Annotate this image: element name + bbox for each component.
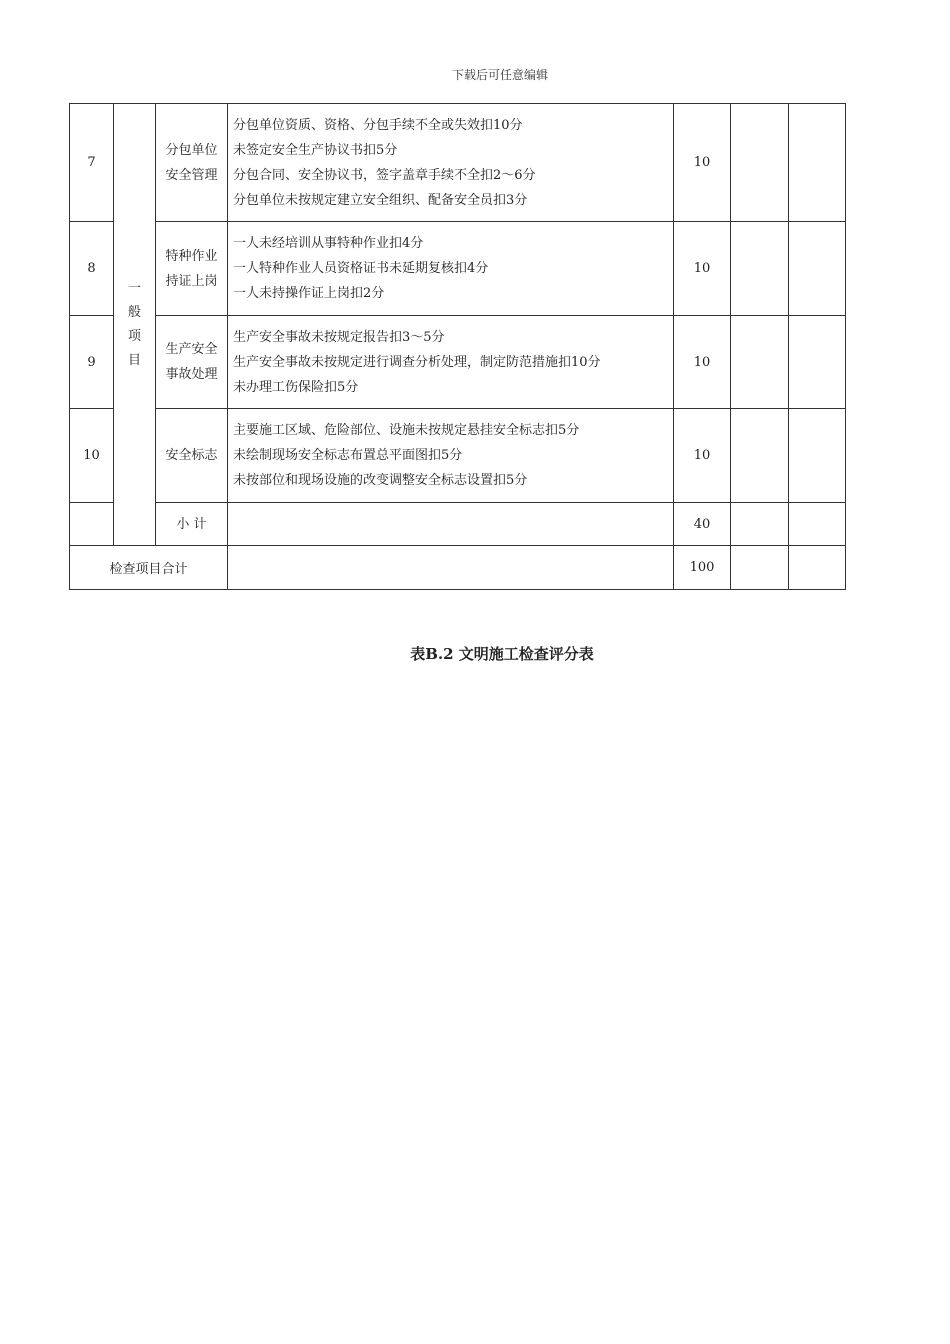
- empty-cell: [228, 503, 674, 546]
- deduction-standards: [228, 104, 674, 222]
- deducted-score-cell[interactable]: [731, 503, 789, 546]
- standard-line: 分包单位资质、资格、分包手续不全或失效扣10分: [233, 117, 523, 133]
- standard-line: 未办理工伤保险扣5分: [233, 379, 359, 395]
- standard-line: 未按部位和现场设施的改变调整安全标志设置扣5分: [233, 473, 528, 488]
- row-number: 9: [70, 316, 114, 409]
- standard-line: 主要施工区域、危险部位、设施未按规定悬挂安全标志扣5分: [233, 423, 580, 438]
- standard-line: 未签定安全生产协议书扣5分: [233, 142, 398, 158]
- category-cell: [114, 104, 156, 546]
- subtotal-score: 40: [674, 503, 731, 546]
- total-score: 100: [674, 546, 731, 590]
- standard-line: 未绘制现场安全标志布置总平面图扣5分: [233, 448, 463, 463]
- standard-line: 一人未持操作证上岗扣2分: [233, 286, 385, 301]
- standard-line: 一人未经培训从事特种作业扣4分: [233, 236, 424, 251]
- category-char: 项: [127, 328, 141, 344]
- full-score: 10: [674, 409, 731, 503]
- item-name: [156, 222, 228, 316]
- deducted-score-cell[interactable]: [731, 222, 789, 316]
- item-name: [156, 104, 228, 222]
- table-row: [70, 222, 846, 316]
- total-row: [70, 546, 846, 590]
- actual-score-cell[interactable]: [789, 546, 846, 590]
- actual-score-cell[interactable]: [789, 316, 846, 409]
- actual-score-cell[interactable]: [789, 104, 846, 222]
- deduction-standards: [228, 409, 674, 503]
- category-char: 目: [127, 352, 141, 368]
- full-score: 10: [674, 316, 731, 409]
- deducted-score-cell[interactable]: [731, 104, 789, 222]
- actual-score-cell[interactable]: [789, 503, 846, 546]
- item-name-line: 安全管理: [165, 167, 218, 183]
- standard-line: 分包合同、安全协议书，签字盖章手续不全扣2～6分: [233, 167, 536, 183]
- category-char: 般: [127, 304, 141, 320]
- standard-line: 一人特种作业人员资格证书未延期复核扣4分: [233, 261, 489, 276]
- deducted-score-cell[interactable]: [731, 409, 789, 503]
- table-row: [70, 316, 846, 409]
- category-char: 一: [127, 280, 141, 296]
- item-name: [156, 316, 228, 409]
- header-note: 下载后可任意编辑: [452, 68, 549, 82]
- standard-line: 分包单位未按规定建立安全组织、配备安全员扣3分: [233, 192, 528, 208]
- item-name-line: 事故处理: [165, 367, 218, 382]
- subtotal-label: 小 计: [156, 503, 228, 546]
- empty-cell: [70, 503, 114, 546]
- item-name-line: 分包单位: [165, 142, 218, 158]
- row-number: 8: [70, 222, 114, 316]
- item-name-line: 持证上岗: [165, 273, 218, 289]
- actual-score-cell[interactable]: [789, 222, 846, 316]
- next-table-title: 表B.2 文明施工检查评分表: [410, 645, 594, 663]
- total-label: 检查项目合计: [70, 546, 228, 590]
- table-row: [70, 104, 846, 222]
- subtotal-row: [70, 503, 846, 546]
- empty-cell: [228, 546, 674, 590]
- full-score: 10: [674, 222, 731, 316]
- full-score: 10: [674, 104, 731, 222]
- standard-line: 生产安全事故未按规定报告扣3～5分: [233, 329, 445, 345]
- actual-score-cell[interactable]: [789, 409, 846, 503]
- row-number: 10: [70, 409, 114, 503]
- table-row: [70, 409, 846, 503]
- item-name-line: 特种作业: [165, 248, 218, 264]
- row-number: 7: [70, 104, 114, 222]
- deduction-standards: [228, 316, 674, 409]
- standard-line: 生产安全事故未按规定进行调查分析处理，制定防范措施扣10分: [233, 354, 601, 370]
- deduction-standards: [228, 222, 674, 316]
- deducted-score-cell[interactable]: [731, 546, 789, 590]
- item-name-line: 安全标志: [165, 448, 218, 463]
- inspection-score-table: [69, 103, 846, 590]
- deducted-score-cell[interactable]: [731, 316, 789, 409]
- item-name-line: 生产安全: [165, 342, 218, 357]
- item-name: [156, 409, 228, 503]
